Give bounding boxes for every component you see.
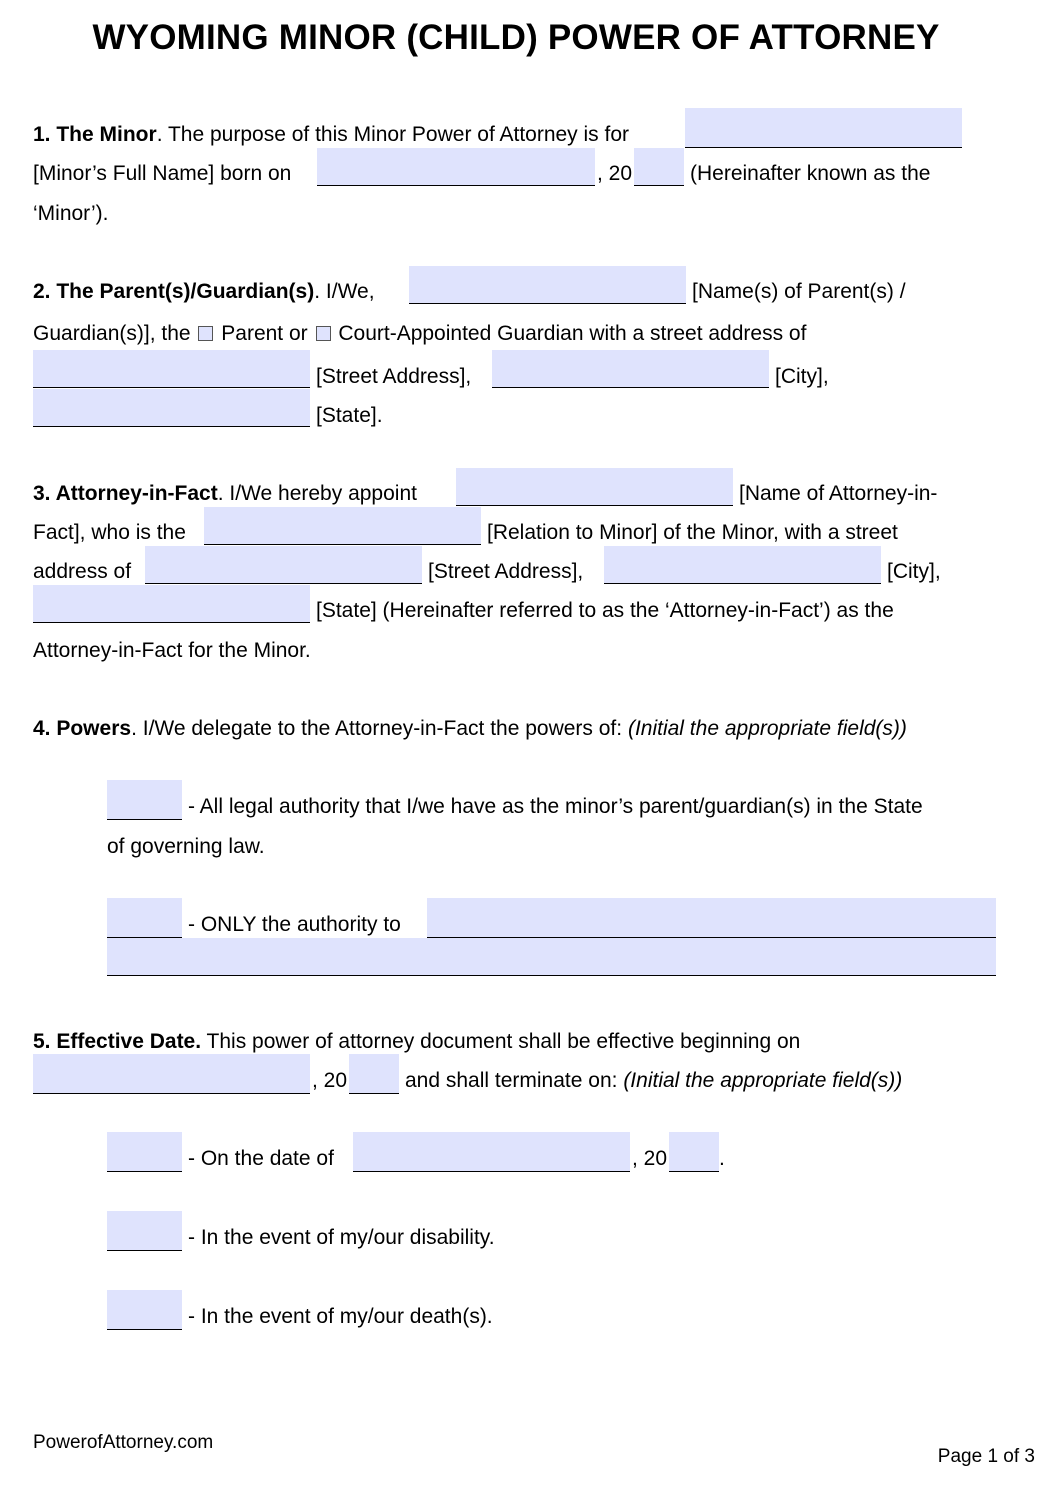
relation-label: [Relation to Minor] of the Minor, with a street: [487, 521, 898, 544]
section-3-line-1: [33, 481, 417, 507]
minor-birth-date-field[interactable]: [317, 148, 595, 186]
minor-birth-year-field[interactable]: [634, 148, 684, 186]
section-1-heading: 1. The Minor: [33, 123, 157, 146]
limited-authority-text: - ONLY the authority to: [188, 913, 401, 936]
attorney-city-field[interactable]: [604, 546, 881, 584]
section-2-heading: 2. The Parent(s)/Guardian(s): [33, 280, 315, 303]
all-authority-text: - All legal authority that I/we have as the minor’s parent/guardian(s) in the State: [188, 795, 923, 818]
relation-to-minor-field[interactable]: [204, 507, 481, 545]
section-1-line-1: [33, 122, 629, 148]
section-5-heading: 5. Effective Date.: [33, 1030, 202, 1053]
termination-date-field[interactable]: [353, 1132, 630, 1172]
city-label: [City],: [775, 365, 829, 388]
attorney-state-label: [State] (Hereinafter referred to as the ‘Attorney-in-Fact’) as the: [316, 599, 894, 622]
guardian-text: Guardian(s)], the: [33, 322, 191, 345]
limited-authority-description-field-2[interactable]: [107, 938, 996, 976]
death-initial-field[interactable]: [107, 1290, 182, 1330]
year-prefix: , 20: [597, 162, 633, 185]
termination-year-field[interactable]: [669, 1132, 719, 1172]
court-guardian-checkbox[interactable]: [316, 326, 331, 341]
attorney-street-label: [Street Address],: [428, 560, 584, 583]
termination-period: .: [719, 1147, 725, 1170]
attorney-name-field[interactable]: [456, 468, 733, 506]
section-1-line-2-label: [Minor’s Full Name] born on: [33, 162, 292, 185]
parent-street-address-field[interactable]: [33, 350, 310, 388]
attorney-state-field[interactable]: [33, 585, 310, 623]
section-5-instruction: (Initial the appropriate field(s)): [623, 1069, 903, 1092]
parent-names-label: [Name(s) of Parent(s) /: [692, 280, 906, 303]
minor-full-name-field[interactable]: [685, 108, 962, 148]
section-2-line-2: [33, 321, 806, 347]
effective-year-prefix: , 20: [312, 1069, 348, 1092]
section-2-line-1: [33, 279, 375, 305]
page-number: Page 1 of 3: [937, 1446, 1035, 1467]
governing-law-text: of governing law.: [107, 835, 265, 858]
all-authority-initial-field[interactable]: [107, 780, 182, 820]
address-of-text: address of: [33, 560, 132, 583]
section-2-text: . I/We,: [314, 280, 375, 303]
parent-city-field[interactable]: [492, 350, 769, 388]
fact-relation-text: Fact], who is the: [33, 521, 186, 544]
attorney-city-label: [City],: [887, 560, 941, 583]
section-4-heading: 4. Powers: [33, 717, 132, 740]
section-3-heading: 3. Attorney-in-Fact: [33, 482, 218, 505]
section-4-line-1: [33, 716, 907, 742]
street-address-label: [Street Address],: [316, 365, 472, 388]
section-3-text: . I/We hereby appoint: [217, 482, 417, 505]
state-label: [State].: [316, 404, 383, 427]
termination-date-initial-field[interactable]: [107, 1132, 182, 1172]
document-title: WYOMING MINOR (CHILD) POWER OF ATTORNEY: [92, 18, 940, 57]
terminate-line: [405, 1068, 902, 1094]
parent-option-label: Parent or: [221, 322, 308, 345]
section-5-line-1: [33, 1029, 800, 1055]
footer-site: PowerofAttorney.com: [33, 1432, 214, 1453]
parent-state-field[interactable]: [33, 389, 310, 427]
attorney-for-minor-text: Attorney-in-Fact for the Minor.: [33, 639, 311, 662]
section-5-text: This power of attorney document shall be effective beginning on: [206, 1030, 801, 1053]
court-guardian-option-label: Court-Appointed Guardian with a street address of: [338, 322, 807, 345]
attorney-street-address-field[interactable]: [145, 546, 422, 584]
disability-initial-field[interactable]: [107, 1211, 182, 1251]
terminate-text: and shall terminate on:: [405, 1069, 618, 1092]
effective-year-field[interactable]: [349, 1054, 399, 1094]
termination-year-prefix: , 20: [632, 1147, 668, 1170]
section-1-text: . The purpose of this Minor Power of Attorney is for: [156, 123, 630, 146]
effective-date-field[interactable]: [33, 1054, 310, 1094]
limited-authority-initial-field[interactable]: [107, 898, 182, 938]
section-4-instruction: (Initial the appropriate field(s)): [627, 717, 907, 740]
disability-text: - In the event of my/our disability.: [188, 1226, 495, 1249]
parent-names-field[interactable]: [409, 266, 686, 304]
limited-authority-description-field-1[interactable]: [427, 898, 996, 938]
death-text: - In the event of my/our death(s).: [188, 1305, 493, 1328]
parent-checkbox[interactable]: [198, 326, 213, 341]
termination-date-text: - On the date of: [188, 1147, 334, 1170]
minor-label: ‘Minor’).: [33, 202, 109, 225]
hereinafter-text: (Hereinafter known as the: [690, 162, 931, 185]
section-4-text: . I/We delegate to the Attorney-in-Fact the powers of:: [131, 717, 623, 740]
attorney-name-label: [Name of Attorney-in-: [739, 482, 938, 505]
